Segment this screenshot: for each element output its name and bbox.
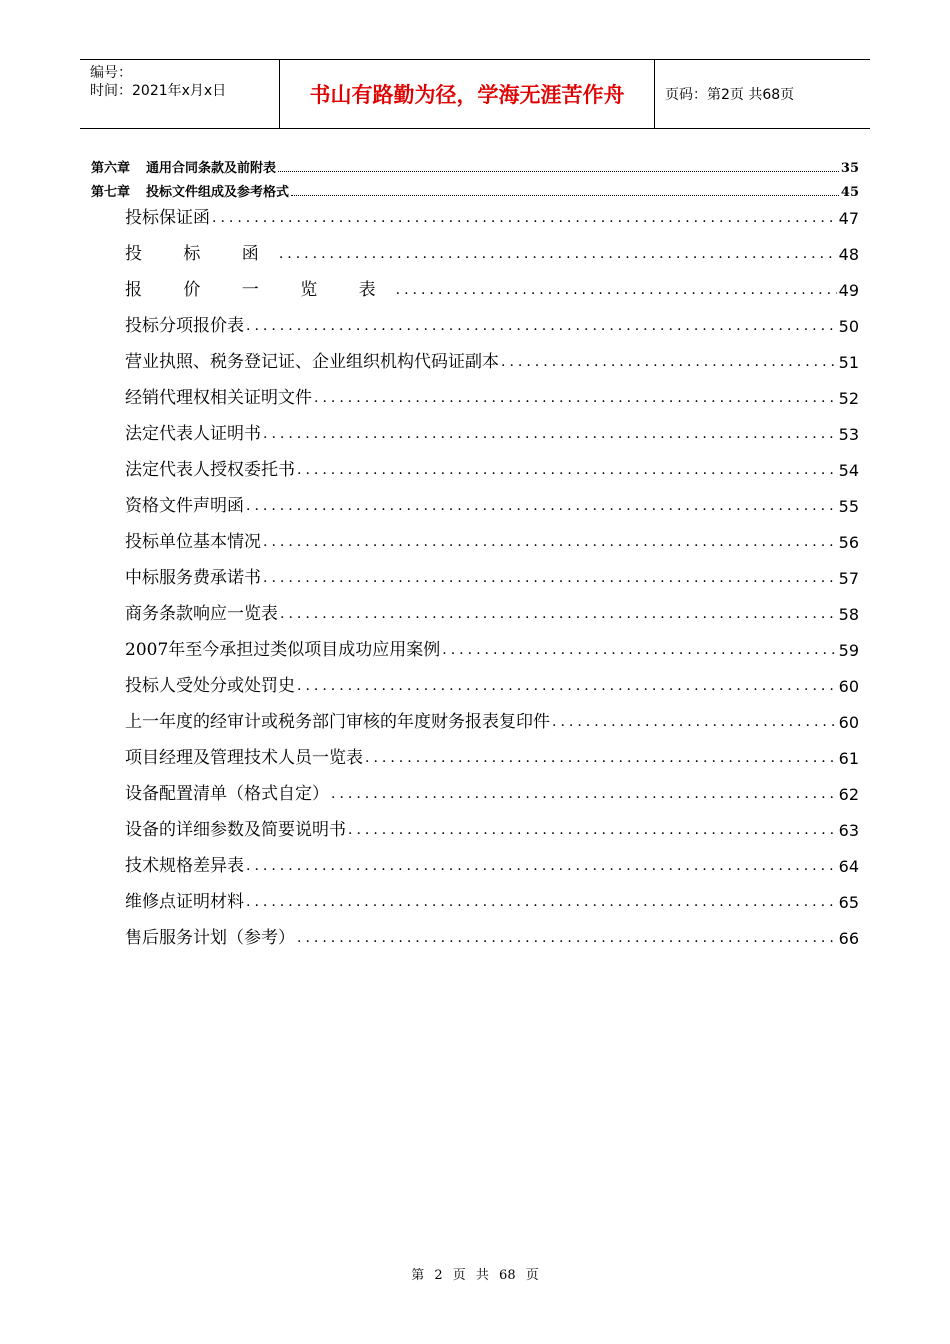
dot-leader	[291, 195, 839, 196]
entry-page: 51	[838, 353, 859, 372]
dot-leader	[314, 388, 837, 408]
entry-page: 60	[838, 677, 859, 696]
entry-page: 55	[838, 497, 859, 516]
chapter-title: 通用合同条款及前附表	[146, 161, 277, 176]
dot-leader	[442, 640, 836, 660]
entry-page: 49	[838, 281, 859, 300]
entry-title: 售后服务计划（参考）	[125, 928, 295, 948]
dot-leader	[297, 676, 837, 696]
toc-entry[interactable]	[125, 384, 859, 408]
toc-entry[interactable]	[125, 888, 859, 912]
entry-title: 投标分项报价表	[125, 316, 244, 336]
dot-leader	[263, 424, 837, 444]
entry-title: 设备配置清单（格式自定）	[125, 784, 329, 804]
page-footer: 第 2 页 共 68 页	[411, 1268, 539, 1283]
chapter-page: 35	[840, 161, 859, 176]
chapter-title: 投标文件组成及参考格式	[146, 185, 290, 200]
entry-title: 投标单位基本情况	[125, 532, 261, 552]
toc-entry[interactable]	[125, 924, 859, 948]
entry-title: 商务条款响应一览表	[125, 604, 278, 624]
toc-entry[interactable]	[125, 600, 859, 624]
header-page-info: 页码：第2页 共68页	[665, 87, 795, 103]
entry-page: 63	[838, 821, 859, 840]
toc-chapter[interactable]	[91, 156, 859, 176]
dot-leader	[263, 568, 837, 588]
entry-title: 技术规格差异表	[125, 856, 244, 876]
dot-leader	[212, 208, 837, 228]
entry-page: 48	[838, 245, 859, 264]
entry-page: 52	[838, 389, 859, 408]
entry-title: 维修点证明材料	[125, 892, 244, 912]
entry-page: 66	[838, 929, 859, 948]
entry-page: 62	[838, 785, 859, 804]
dot-leader	[263, 532, 837, 552]
toc-entry[interactable]	[125, 420, 859, 444]
toc-entry[interactable]	[125, 852, 859, 876]
dot-leader	[246, 892, 837, 912]
entry-page: 53	[838, 425, 859, 444]
toc-chapter[interactable]	[91, 180, 859, 200]
entry-title: 法定代表人授权委托书	[125, 460, 295, 480]
toc-entry[interactable]	[125, 564, 859, 588]
dot-leader	[348, 820, 837, 840]
toc-entry[interactable]	[125, 204, 859, 228]
entry-title: 报 价 一 览 表	[125, 280, 394, 300]
dot-leader	[297, 928, 837, 948]
entry-title: 投标保证函	[125, 208, 210, 228]
toc-entry[interactable]	[125, 636, 859, 660]
dot-leader	[246, 496, 837, 516]
entry-title: 中标服务费承诺书	[125, 568, 261, 588]
entry-page: 65	[838, 893, 859, 912]
toc-entry[interactable]	[125, 708, 859, 732]
toc-entry[interactable]	[125, 240, 859, 264]
entry-title: 投 标 函	[125, 244, 277, 264]
dot-leader	[552, 712, 837, 732]
header-meta	[80, 60, 280, 128]
entry-page: 56	[838, 533, 859, 552]
toc-entry[interactable]	[125, 528, 859, 552]
entry-title: 资格文件声明函	[125, 496, 244, 516]
entry-page: 50	[838, 317, 859, 336]
toc-entry[interactable]	[125, 816, 859, 840]
header-motto: 书山有路勤为径，学海无涯苦作舟	[280, 60, 655, 128]
entry-page: 64	[838, 857, 859, 876]
toc-entry[interactable]	[125, 456, 859, 480]
dot-leader	[331, 784, 837, 804]
entry-title: 营业执照、税务登记证、企业组织机构代码证副本	[125, 352, 499, 372]
page-header	[80, 59, 870, 129]
entry-page: 54	[838, 461, 859, 480]
toc-entry[interactable]	[125, 672, 859, 696]
entry-title: 项目经理及管理技术人员一览表	[125, 748, 363, 768]
chapter-number: 第七章	[91, 185, 131, 200]
entry-page: 59	[838, 641, 859, 660]
entry-title: 设备的详细参数及简要说明书	[125, 820, 346, 840]
entry-page: 57	[838, 569, 859, 588]
dot-leader	[365, 748, 837, 768]
chapter-number: 第六章	[91, 161, 131, 176]
dot-leader	[279, 244, 837, 264]
toc-entry[interactable]	[125, 312, 859, 336]
document-time-label: 时间：2021年x月x日	[90, 83, 227, 99]
dot-leader	[297, 460, 837, 480]
toc-entry[interactable]	[125, 492, 859, 516]
entry-page: 47	[838, 209, 859, 228]
toc-entry[interactable]	[125, 744, 859, 768]
entry-title: 投标人受处分或处罚史	[125, 676, 295, 696]
document-number-label: 编号：	[90, 65, 132, 81]
entry-page: 60	[838, 713, 859, 732]
chapter-page: 45	[840, 185, 859, 200]
entry-title: 法定代表人证明书	[125, 424, 261, 444]
dot-leader	[278, 171, 839, 172]
entry-title: 经销代理权相关证明文件	[125, 388, 312, 408]
entry-page: 58	[838, 605, 859, 624]
dot-leader	[246, 856, 837, 876]
entry-page: 61	[838, 749, 859, 768]
toc-entry[interactable]	[125, 348, 859, 372]
dot-leader	[246, 316, 837, 336]
toc-entry[interactable]	[125, 780, 859, 804]
dot-leader	[501, 352, 837, 372]
entry-title: 2007年至今承担过类似项目成功应用案例	[125, 640, 441, 660]
dot-leader	[396, 280, 837, 300]
toc-entry[interactable]	[125, 276, 859, 300]
entry-title: 上一年度的经审计或税务部门审核的年度财务报表复印件	[125, 712, 550, 732]
dot-leader	[280, 604, 837, 624]
